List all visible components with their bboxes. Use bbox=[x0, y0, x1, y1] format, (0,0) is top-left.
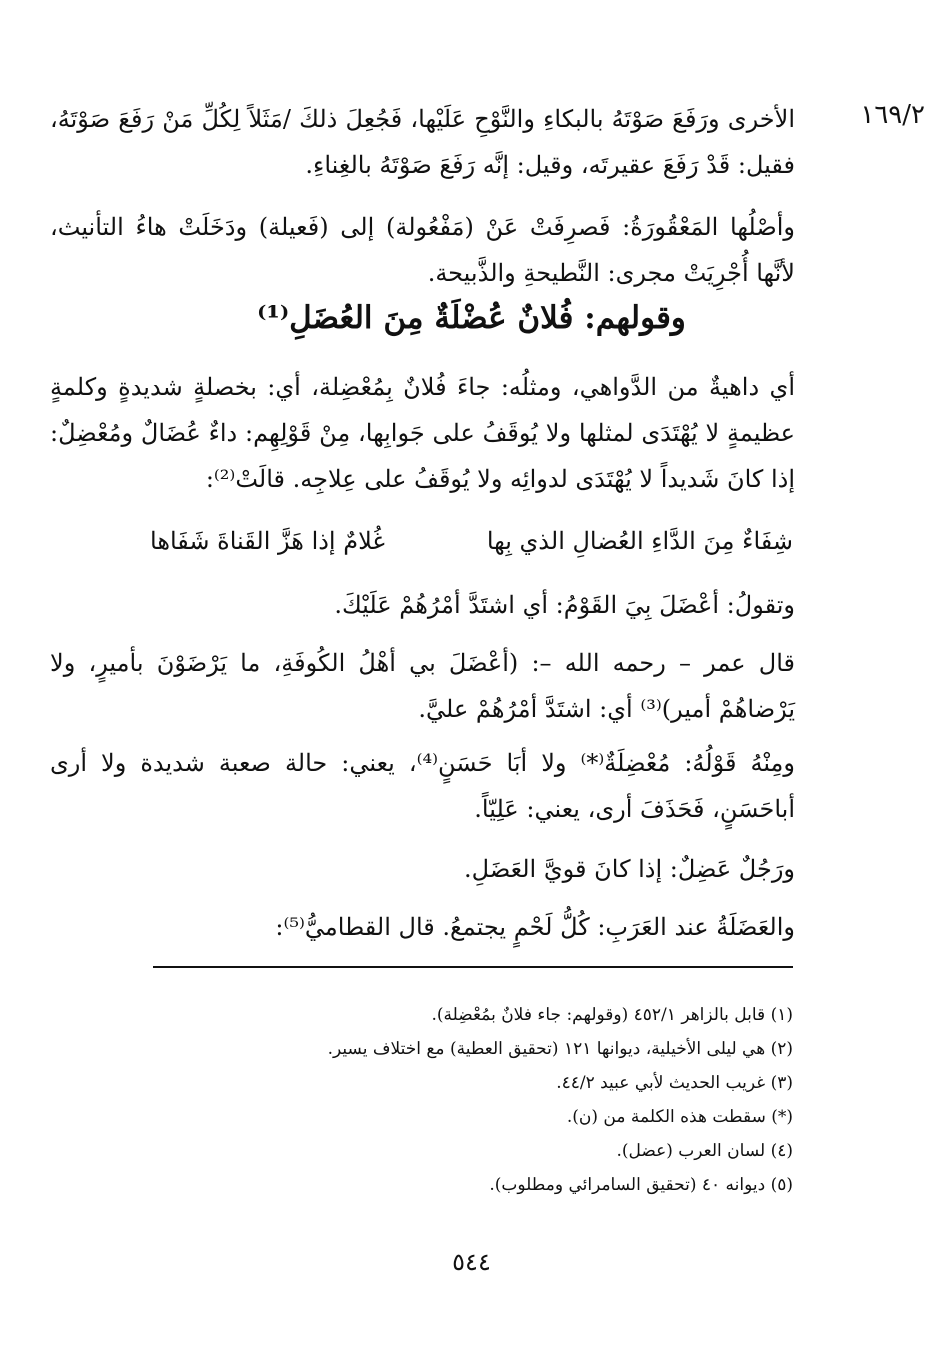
paragraph-8-text: والعَضَلَةُ عند العَرَبِ: كُلُّ لَحْمٍ يجتمعُ. قال القطاميُّ⁽⁵⁾: bbox=[275, 913, 795, 941]
footnote-4: (٤) لسان العرب (عضل). bbox=[616, 1141, 793, 1161]
footnote-5: (٥) ديوانه ٤٠ (تحقيق السامرائي ومطلوب). bbox=[489, 1175, 793, 1195]
poetry-verse bbox=[150, 518, 793, 564]
page-number: ٥٤٤ bbox=[452, 1248, 491, 1276]
paragraph-3-text: أي داهيةٌ من الدَّواهي، ومثلُه: جاءَ فُلانٌ بِمُعْضِلة، أي: بخصلةٍ شديدةٍ وكلمةٍ عظيمةٍ لا يُهْتَدَى لمثلها ولا يُوقَفُ على جَوابِها، مِنْ قَوْلِهِم: داءٌ عُضَالٌ ومُعْضِلٌ: إذا كانَ شَديداً لا يُهْتَدَى لدوائِه ولا يُوقَفُ على عِلاجِه. قالَتْ⁽²⁾: bbox=[50, 373, 795, 493]
margin-page-reference: ١٦٩/٢ bbox=[860, 100, 925, 130]
paragraph-8 bbox=[50, 904, 795, 950]
paragraph-5 bbox=[50, 640, 795, 732]
paragraph-4-text: وتقولُ: أعْضَلَ بِيَ القَوْمُ: أي اشتَدَّ أمْرُهُمْ عَلَيْكَ. bbox=[334, 591, 795, 619]
paragraph-2-text: وأصْلُها المَعْقُورَةُ: فَصرِفَتْ عَنْ (مَفْعُولة) إلى (فَعيلة) ودَخَلَتْ هاءُ التأنيث، لأنَّها أُجْرِيَتْ مجرى: النَّطيحةِ والذَّبيحة. bbox=[50, 213, 795, 287]
paragraph-5-text: قال عمر – رحمه الله –: (أعْضَلَ بي أهْلُ الكُوفَةِ، ما يَرْضَوْنَ بأميرٍ، ولا يَرْضاهُمْ أمير)⁽³⁾ أي: اشتَدَّ أمْرُهُمْ عليَّ. bbox=[50, 649, 795, 723]
section-heading: وقولهم: فُلانٌ عُضْلَةٌ مِنَ العُضَلِ⁽¹⁾ bbox=[257, 300, 686, 336]
footnote-3: (٣) غريب الحديث لأبي عبيد ٤٤/٢. bbox=[556, 1073, 793, 1093]
verse-second-hemistich: غُلامٌ إذا هَزَّ القَناةَ شَفَاها bbox=[150, 527, 385, 555]
footnotes bbox=[143, 998, 793, 1202]
verse-first-hemistich: شِفَاءٌ مِنَ الدَّاءِ العُضالِ الذي بِها bbox=[486, 527, 793, 555]
paragraph-1 bbox=[50, 96, 795, 188]
paragraph-6 bbox=[50, 740, 795, 832]
paragraph-7 bbox=[50, 846, 795, 892]
paragraph-1-text: الأخرى ورَفَعَ صَوْتَهُ بالبكاءِ والنَّوْحِ عَلَيْها، فَجُعِلَ ذلكَ /مَثَلاً لِكُلِّ مَنْ رَفَعَ صَوْتَهُ، فقيل: قَدْ رَفَعَ عقيرتَه، وقيل: إنَّه رَفَعَ صَوْتَهُ بالغِناءِ. bbox=[50, 105, 795, 179]
paragraph-6-text: ومِنْهُ قَوْلُهُ: مُعْضِلَةٌ⁽*⁾ ولا أبَا حَسَنٍ⁽⁴⁾، يعني: حالة صعبة شديدة ولا أرى أباحَسَنٍ، فَحَذَفَ أرى، يعني: عَلِيّاً. bbox=[50, 749, 796, 823]
paragraph-3 bbox=[50, 364, 795, 502]
footnote-divider bbox=[153, 966, 793, 968]
paragraph-7-text: ورَجُلٌ عَضِلٌ: إذا كانَ قويَّ العَضَلِ. bbox=[464, 855, 795, 883]
footnote-1: (١) قابل بالزاهر ٤٥٢/١ (وقولهم: جاء فلانٌ بمُعْضِلة). bbox=[431, 1005, 793, 1025]
paragraph-4 bbox=[50, 582, 795, 628]
paragraph-2 bbox=[50, 204, 795, 296]
footnote-star: (*) سقطت هذه الكلمة من (ن). bbox=[566, 1107, 793, 1127]
footnote-2: (٢) هي ليلى الأخيلية، ديوانها ١٢١ (تحقيق العطية) مع اختلاف يسير. bbox=[327, 1039, 793, 1059]
